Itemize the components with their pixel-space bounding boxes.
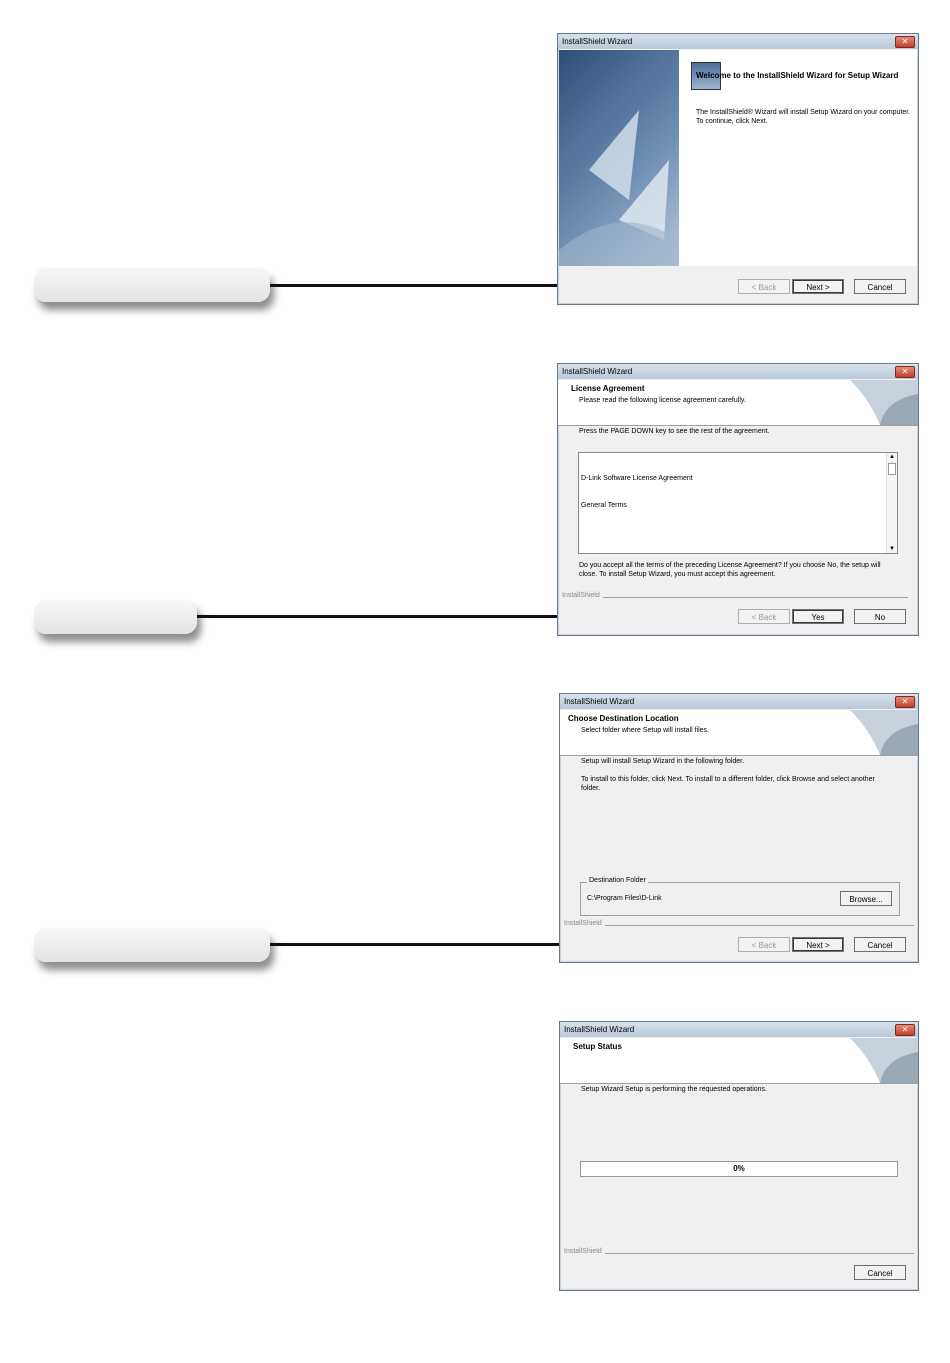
destination-brand-divider xyxy=(564,925,914,926)
destination-line1: Setup will install Setup Wizard in the following folder. xyxy=(581,758,745,765)
license-titlebar xyxy=(558,364,918,379)
close-icon[interactable]: ✕ xyxy=(895,36,915,48)
destination-titlebar xyxy=(560,694,918,709)
progress-percent: 0% xyxy=(733,1164,745,1173)
callout-pill-1 xyxy=(34,268,270,302)
sail-graphic xyxy=(559,50,679,266)
status-message: Setup Wizard Setup is performing the requested operations. xyxy=(581,1086,767,1093)
no-button[interactable]: No xyxy=(854,609,906,624)
callout-pill-2 xyxy=(34,600,197,634)
close-icon[interactable]: ✕ xyxy=(895,366,915,378)
next-button[interactable]: Next > xyxy=(792,937,844,952)
yes-button[interactable]: Yes xyxy=(792,609,844,624)
page-curl-icon xyxy=(840,380,918,425)
license-dialog xyxy=(557,363,919,636)
page-curl-icon xyxy=(840,1038,918,1083)
status-titlebar xyxy=(560,1022,918,1037)
license-header-subtitle: Please read the following license agreement carefully. xyxy=(579,397,746,404)
license-text xyxy=(581,455,886,554)
welcome-window-title: InstallShield Wizard xyxy=(562,37,633,46)
status-header xyxy=(560,1038,918,1084)
status-brand-divider xyxy=(564,1253,914,1254)
welcome-side-panel xyxy=(559,50,679,266)
cancel-button[interactable]: Cancel xyxy=(854,1265,906,1280)
progress-bar xyxy=(580,1161,898,1177)
destination-line2: To install to this folder, click Next. To install to a different folder, click Browse and select another folder. xyxy=(581,776,875,792)
page-curl-icon xyxy=(840,710,918,755)
license-question: Do you accept all the terms of the preceding License Agreement? If you choose No, the setup will close. To install Setup Wizard, you must accept this agreement. xyxy=(579,562,881,578)
license-brand-divider xyxy=(562,597,908,598)
close-icon[interactable]: ✕ xyxy=(895,1024,915,1036)
destination-header-title: Choose Destination Location xyxy=(568,714,679,723)
status-dialog xyxy=(559,1021,919,1291)
license-line: General Terms xyxy=(581,502,627,510)
welcome-titlebar xyxy=(558,34,918,49)
destination-window-title: InstallShield Wizard xyxy=(564,697,635,706)
next-button[interactable]: Next > xyxy=(792,279,844,294)
back-button[interactable]: < Back xyxy=(738,279,790,294)
destination-dialog xyxy=(559,693,919,963)
license-window-title: InstallShield Wizard xyxy=(562,367,633,376)
installshield-brand: InstallShield xyxy=(564,1248,605,1255)
status-window-title: InstallShield Wizard xyxy=(564,1025,635,1034)
cancel-button[interactable]: Cancel xyxy=(854,279,906,294)
close-icon[interactable]: ✕ xyxy=(895,696,915,708)
scroll-thumb[interactable] xyxy=(888,463,896,475)
installshield-brand: InstallShield xyxy=(564,920,605,927)
license-textbox[interactable] xyxy=(578,452,898,554)
browse-button[interactable]: Browse... xyxy=(840,891,892,906)
license-scrollbar[interactable] xyxy=(886,453,897,553)
cancel-button[interactable]: Cancel xyxy=(854,937,906,952)
status-header-title: Setup Status xyxy=(573,1042,622,1051)
license-header-title: License Agreement xyxy=(571,384,645,393)
welcome-dialog xyxy=(557,33,919,305)
license-instruction: Press the PAGE DOWN key to see the rest of the agreement. xyxy=(579,428,770,435)
installshield-brand: InstallShield xyxy=(562,592,603,599)
back-button[interactable]: < Back xyxy=(738,609,790,624)
destination-header xyxy=(560,710,918,756)
destination-folder-group xyxy=(580,877,900,916)
back-button[interactable]: < Back xyxy=(738,937,790,952)
license-header xyxy=(558,380,918,426)
scroll-up-icon[interactable]: ▲ xyxy=(889,454,895,460)
destination-folder-path: C:\Program Files\D-Link xyxy=(587,895,662,902)
callout-pill-3 xyxy=(34,928,270,962)
welcome-heading: Welcome to the InstallShield Wizard for Setup Wizard xyxy=(696,71,899,80)
license-line xyxy=(581,529,886,538)
destination-header-subtitle: Select folder where Setup will install files. xyxy=(581,727,710,734)
destination-folder-label: Destination Folder xyxy=(589,877,646,884)
welcome-content xyxy=(679,50,917,266)
license-line: D-Link Software License Agreement xyxy=(581,474,693,482)
welcome-body: The InstallShield® Wizard will install Setup Wizard on your computer. To continue, click Next. xyxy=(696,109,911,125)
scroll-down-icon[interactable]: ▼ xyxy=(889,546,895,552)
